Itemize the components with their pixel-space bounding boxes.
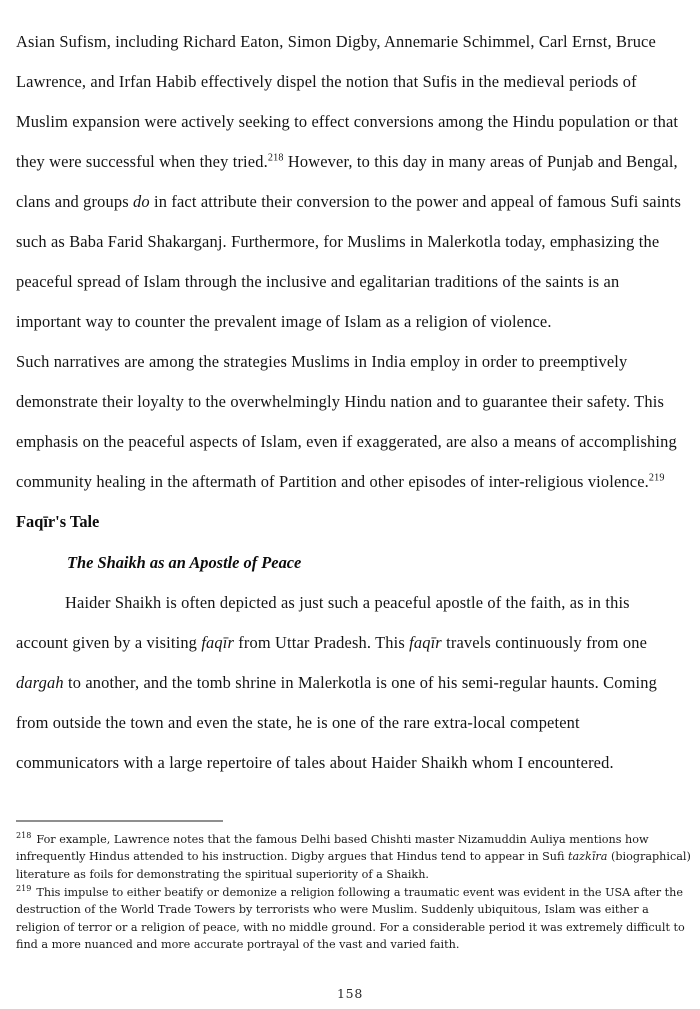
italic-term: tazkīra xyxy=(567,850,608,864)
body-paragraph-2: Such narratives are among the strategies Muslims in India employ in order to preemptively demonstrate their loyalty to the overwhelmingly Hindu nation and to guarantee their safety. This emphasis on the peaceful aspects of Islam, even if exaggerated, are also a means of accomplishing community healing in the aftermath of Partition and other episodes of inter-religious violence.$^{219}$ xyxy=(16,352,677,491)
footnote-218: $^{218}$ For example, Lawrence notes that the famous Delhi based Chishti master Nizamuddin Auliya mentions how infrequently Hindus attended to his instruction. Digby argues that Hindus tend to appear in Sufi tazkīra (biographical) literature as foils for demonstrating the spiritual superiority of a Shaikh. xyxy=(16,831,691,881)
italic-term: dargah xyxy=(16,673,64,692)
italic-term: faqīr xyxy=(409,633,442,652)
italic-term: faqīr xyxy=(201,633,235,652)
section-heading-faqirs-tale: Faqīr's Tale xyxy=(16,512,100,531)
body-text-block xyxy=(16,22,682,783)
body-paragraph-1: Asian Sufism, including Richard Eaton, Simon Digby, Annemarie Schimmel, Carl Ernst, Bruce Lawrence, and Irfan Habib effectively dispel the notion that Sufis in the medieval periods of Muslim expansion were actively seeking to effect conversions among the Hindu population or that they were successful when they tried.$^{218}$ However, to this day in many areas of Punjab and Bengal, clans and groups do in fact attribute their conversion to the power and appeal of famous Sufi saints such as Baba Farid Shakarganj. Furthermore, for Muslims in Malerkotla today, emphasizing the peaceful spread of Islam through the inclusive and egalitarian traditions of the saints is an important way to counter the prevalent image of Islam as a religion of violence. xyxy=(16,32,682,331)
footnote-number: 219 xyxy=(16,883,32,893)
footnote-reference: 218 xyxy=(267,152,284,164)
footnote-number: 218 xyxy=(16,831,32,841)
footnote-219: $^{219}$ This impulse to either beatify or demonize a religion following a traumatic event was evident in the USA after the destruction of the World Trade Towers by terrorists who were Muslim. Suddenly ubiquitous, Islam was either a religion of terror or a religion of peace, with no middle ground. For a considerable period it was extremely difficult to find a more nuanced and more accurate portrayal of the vast and varied faith. xyxy=(16,883,685,951)
footnote-area xyxy=(16,820,692,953)
footnote-reference: 219 xyxy=(648,472,665,484)
footnote-separator-rule xyxy=(16,820,223,822)
body-paragraph-3: Haider Shaikh is often depicted as just such a peaceful apostle of the faith, as in this account given by a visiting faqīr from Uttar Pradesh. This faqīr travels continuously from one dargah to another, and the tomb shrine in Malerkotla is one of his semi-regular haunts. Coming from outside the town and even the state, he is one of the rare extra-local competent communicators with a large repertoire of tales about Haider Shaikh whom I encountered. xyxy=(16,593,657,772)
sub-heading-shaikh-apostle-of-peace: The Shaikh as an Apostle of Peace xyxy=(67,553,302,572)
page-number: 158 xyxy=(336,986,364,1001)
italic-term: do xyxy=(133,192,150,211)
